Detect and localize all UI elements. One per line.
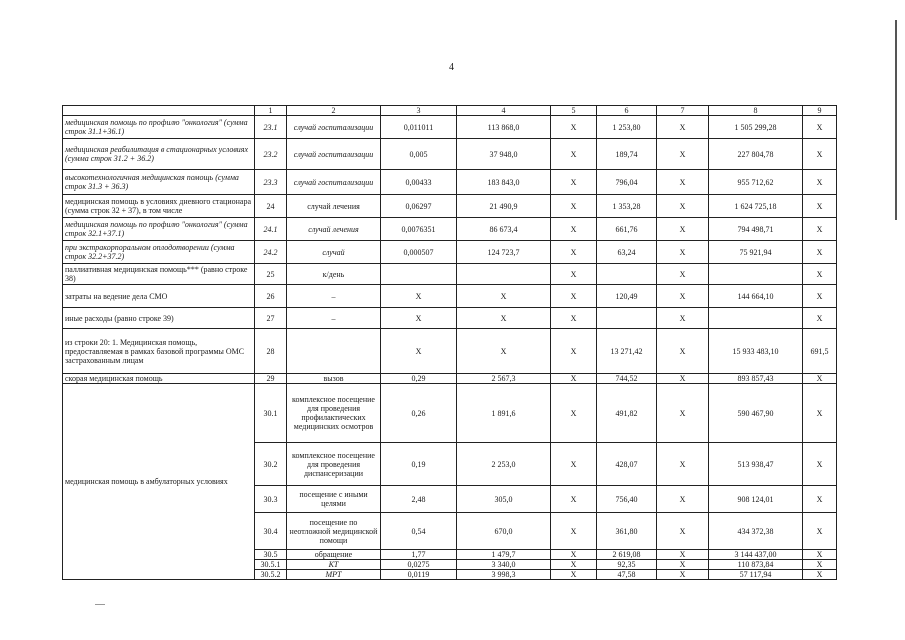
- table-row: [63, 329, 837, 374]
- table-body: [63, 106, 837, 580]
- value-7: X: [657, 384, 709, 443]
- value-9: X: [803, 218, 837, 241]
- value-4: 37 948,0: [457, 139, 551, 170]
- value-9: X: [803, 170, 837, 195]
- value-7: X: [657, 560, 709, 570]
- table-row: [63, 195, 837, 218]
- value-7: X: [657, 443, 709, 486]
- value-7: X: [657, 308, 709, 329]
- table-row: [63, 264, 837, 285]
- value-3: X: [381, 329, 457, 374]
- value-3: 0,0076351: [381, 218, 457, 241]
- value-5: X: [551, 513, 597, 550]
- value-9: X: [803, 513, 837, 550]
- value-7: X: [657, 329, 709, 374]
- row-name: паллиативная медицинская помощь*** (равно строке 38): [63, 264, 255, 285]
- value-9: X: [803, 560, 837, 570]
- row-code: 30.3: [255, 486, 287, 513]
- value-3: 0,06297: [381, 195, 457, 218]
- value-4: 305,0: [457, 486, 551, 513]
- value-4: 113 868,0: [457, 116, 551, 139]
- value-4: 670,0: [457, 513, 551, 550]
- header-cell-7: 7: [657, 106, 709, 116]
- value-4: 124 723,7: [457, 241, 551, 264]
- unit: случай госпитализации: [287, 139, 381, 170]
- value-3: 0,26: [381, 384, 457, 443]
- unit: вызов: [287, 374, 381, 384]
- row-code: 29: [255, 374, 287, 384]
- table-row: [63, 139, 837, 170]
- value-5: X: [551, 550, 597, 560]
- row-code: 30.2: [255, 443, 287, 486]
- value-3: X: [381, 285, 457, 308]
- value-3: 0,011011: [381, 116, 457, 139]
- page-number: 4: [449, 62, 454, 73]
- unit: [287, 329, 381, 374]
- value-8: 1 505 299,28: [709, 116, 803, 139]
- row-name: медицинская помощь по профилю "онкология" (сумма строк 31.1+36.1): [63, 116, 255, 139]
- value-4: X: [457, 329, 551, 374]
- unit: случай госпитализации: [287, 170, 381, 195]
- value-5: X: [551, 170, 597, 195]
- row-name: медицинская помощь по профилю "онкология" (сумма строк 32.1+37.1): [63, 218, 255, 241]
- value-5: X: [551, 329, 597, 374]
- table-row: [63, 170, 837, 195]
- header-cell-6: 6: [597, 106, 657, 116]
- value-3: 1,77: [381, 550, 457, 560]
- header-cell-1: 1: [255, 106, 287, 116]
- value-4: 183 843,0: [457, 170, 551, 195]
- value-7: X: [657, 116, 709, 139]
- row-name: высокотехнологичная медицинская помощь (сумма строк 31.3 + 36.3): [63, 170, 255, 195]
- value-9: X: [803, 486, 837, 513]
- value-8: 15 933 483,10: [709, 329, 803, 374]
- row-code: 30.4: [255, 513, 287, 550]
- value-7: X: [657, 264, 709, 285]
- value-9: 691,5: [803, 329, 837, 374]
- value-6: 491,82: [597, 384, 657, 443]
- value-6: 361,80: [597, 513, 657, 550]
- row-name: медицинская реабилитация в стационарных условиях (сумма строк 31.2 + 36.2): [63, 139, 255, 170]
- value-3: 2,48: [381, 486, 457, 513]
- row-code: 24.1: [255, 218, 287, 241]
- value-6: 92,35: [597, 560, 657, 570]
- value-5: X: [551, 308, 597, 329]
- header-cell-4: 4: [457, 106, 551, 116]
- value-7: X: [657, 170, 709, 195]
- value-5: X: [551, 486, 597, 513]
- value-7: X: [657, 285, 709, 308]
- value-5: X: [551, 384, 597, 443]
- row-name: при экстракорпоральном оплодотворении (сумма строк 32.2+37.2): [63, 241, 255, 264]
- unit: –: [287, 285, 381, 308]
- value-5: X: [551, 285, 597, 308]
- value-5: X: [551, 570, 597, 580]
- value-8: 908 124,01: [709, 486, 803, 513]
- value-8: 513 938,47: [709, 443, 803, 486]
- row-code: 23.2: [255, 139, 287, 170]
- value-3: 0,00433: [381, 170, 457, 195]
- value-5: X: [551, 374, 597, 384]
- table-row: [63, 241, 837, 264]
- value-8: 57 117,94: [709, 570, 803, 580]
- value-7: X: [657, 550, 709, 560]
- value-9: X: [803, 116, 837, 139]
- value-4: X: [457, 285, 551, 308]
- value-9: X: [803, 443, 837, 486]
- header-row: [63, 106, 837, 116]
- row-code: 30.5: [255, 550, 287, 560]
- value-5: X: [551, 116, 597, 139]
- value-6: 47,58: [597, 570, 657, 580]
- value-3: 0,000507: [381, 241, 457, 264]
- value-9: X: [803, 195, 837, 218]
- value-3: 0,0275: [381, 560, 457, 570]
- row-name: затраты на ведение дела СМО: [63, 285, 255, 308]
- value-8: 893 857,43: [709, 374, 803, 384]
- value-4: [457, 264, 551, 285]
- value-6: 63,24: [597, 241, 657, 264]
- unit: комплексное посещение для проведения диспансеризации: [287, 443, 381, 486]
- table-row: [63, 374, 837, 384]
- header-cell-8: 8: [709, 106, 803, 116]
- table-row: [63, 285, 837, 308]
- value-5: X: [551, 241, 597, 264]
- value-4: 86 673,4: [457, 218, 551, 241]
- value-4: 1 479,7: [457, 550, 551, 560]
- value-7: X: [657, 486, 709, 513]
- value-6: 2 619,08: [597, 550, 657, 560]
- value-7: X: [657, 241, 709, 264]
- unit: случай лечения: [287, 218, 381, 241]
- value-9: X: [803, 570, 837, 580]
- value-4: 3 340,0: [457, 560, 551, 570]
- row-code: 23.1: [255, 116, 287, 139]
- value-6: 428,07: [597, 443, 657, 486]
- unit: обращение: [287, 550, 381, 560]
- row-name: скорая медицинская помощь: [63, 374, 255, 384]
- row-code: 23.3: [255, 170, 287, 195]
- value-8: 955 712,62: [709, 170, 803, 195]
- row-code: 30.1: [255, 384, 287, 443]
- row-code: 25: [255, 264, 287, 285]
- header-cell-3: 3: [381, 106, 457, 116]
- value-6: 13 271,42: [597, 329, 657, 374]
- value-4: 2 253,0: [457, 443, 551, 486]
- row-name: иные расходы (равно строке 39): [63, 308, 255, 329]
- unit: к/день: [287, 264, 381, 285]
- value-6: 756,40: [597, 486, 657, 513]
- unit: МРТ: [287, 570, 381, 580]
- value-7: X: [657, 374, 709, 384]
- value-8: 434 372,38: [709, 513, 803, 550]
- value-8: 75 921,94: [709, 241, 803, 264]
- value-5: X: [551, 218, 597, 241]
- scan-edge-mark: [895, 20, 897, 220]
- row-code: 30.5.1: [255, 560, 287, 570]
- row-name: медицинская помощь в условиях дневного стационара (сумма строк 32 + 37), в том числе: [63, 195, 255, 218]
- value-5: X: [551, 264, 597, 285]
- header-cell-empty: [63, 106, 255, 116]
- value-9: X: [803, 285, 837, 308]
- value-5: X: [551, 195, 597, 218]
- value-4: 1 891,6: [457, 384, 551, 443]
- value-9: X: [803, 264, 837, 285]
- value-9: X: [803, 308, 837, 329]
- value-3: 0,005: [381, 139, 457, 170]
- value-9: X: [803, 139, 837, 170]
- value-6: 189,74: [597, 139, 657, 170]
- unit: посещение по неотложной медицинской помощи: [287, 513, 381, 550]
- value-8: 1 624 725,18: [709, 195, 803, 218]
- value-6: [597, 308, 657, 329]
- unit: случай лечения: [287, 195, 381, 218]
- tariff-table: [62, 105, 837, 580]
- table-row: [63, 384, 837, 443]
- value-8: [709, 264, 803, 285]
- value-5: X: [551, 560, 597, 570]
- row-code: 28: [255, 329, 287, 374]
- value-7: X: [657, 570, 709, 580]
- unit: КТ: [287, 560, 381, 570]
- value-8: 794 498,71: [709, 218, 803, 241]
- value-9: X: [803, 374, 837, 384]
- row-code: 27: [255, 308, 287, 329]
- header-cell-5: 5: [551, 106, 597, 116]
- value-9: X: [803, 384, 837, 443]
- header-cell-9: 9: [803, 106, 837, 116]
- unit: комплексное посещение для проведения профилактических медицинских осмотров: [287, 384, 381, 443]
- row-code: 24: [255, 195, 287, 218]
- unit: случай госпитализации: [287, 116, 381, 139]
- header-cell-2: 2: [287, 106, 381, 116]
- value-6: 1 353,28: [597, 195, 657, 218]
- value-8: 3 144 437,00: [709, 550, 803, 560]
- value-6: [597, 264, 657, 285]
- value-8: 110 873,84: [709, 560, 803, 570]
- value-7: X: [657, 513, 709, 550]
- row-code: 24.2: [255, 241, 287, 264]
- value-3: 0,19: [381, 443, 457, 486]
- value-9: X: [803, 241, 837, 264]
- value-6: 744,52: [597, 374, 657, 384]
- value-3: X: [381, 308, 457, 329]
- value-3: 0,54: [381, 513, 457, 550]
- row-name: медицинская помощь в амбулаторных условиях: [63, 384, 255, 580]
- row-code: 26: [255, 285, 287, 308]
- value-7: X: [657, 195, 709, 218]
- scan-dash-mark: [95, 604, 105, 605]
- value-8: 590 467,90: [709, 384, 803, 443]
- value-6: 120,49: [597, 285, 657, 308]
- value-8: 144 664,10: [709, 285, 803, 308]
- value-6: 796,04: [597, 170, 657, 195]
- value-9: X: [803, 550, 837, 560]
- value-4: 21 490,9: [457, 195, 551, 218]
- value-5: X: [551, 443, 597, 486]
- value-7: X: [657, 139, 709, 170]
- value-3: 0,29: [381, 374, 457, 384]
- table-row: [63, 218, 837, 241]
- row-name: из строки 20: 1. Медицинская помощь, предоставляемая в рамках базовой программы ОМС застрахованным лицам: [63, 329, 255, 374]
- row-code: 30.5.2: [255, 570, 287, 580]
- value-3: 0,0119: [381, 570, 457, 580]
- value-8: [709, 308, 803, 329]
- unit: –: [287, 308, 381, 329]
- value-6: 661,76: [597, 218, 657, 241]
- value-4: 2 567,3: [457, 374, 551, 384]
- unit: посещение с иными целями: [287, 486, 381, 513]
- value-3: [381, 264, 457, 285]
- value-4: 3 998,3: [457, 570, 551, 580]
- value-4: X: [457, 308, 551, 329]
- table-row: [63, 308, 837, 329]
- table-row: [63, 116, 837, 139]
- value-5: X: [551, 139, 597, 170]
- value-8: 227 804,78: [709, 139, 803, 170]
- value-6: 1 253,80: [597, 116, 657, 139]
- value-7: X: [657, 218, 709, 241]
- unit: случай: [287, 241, 381, 264]
